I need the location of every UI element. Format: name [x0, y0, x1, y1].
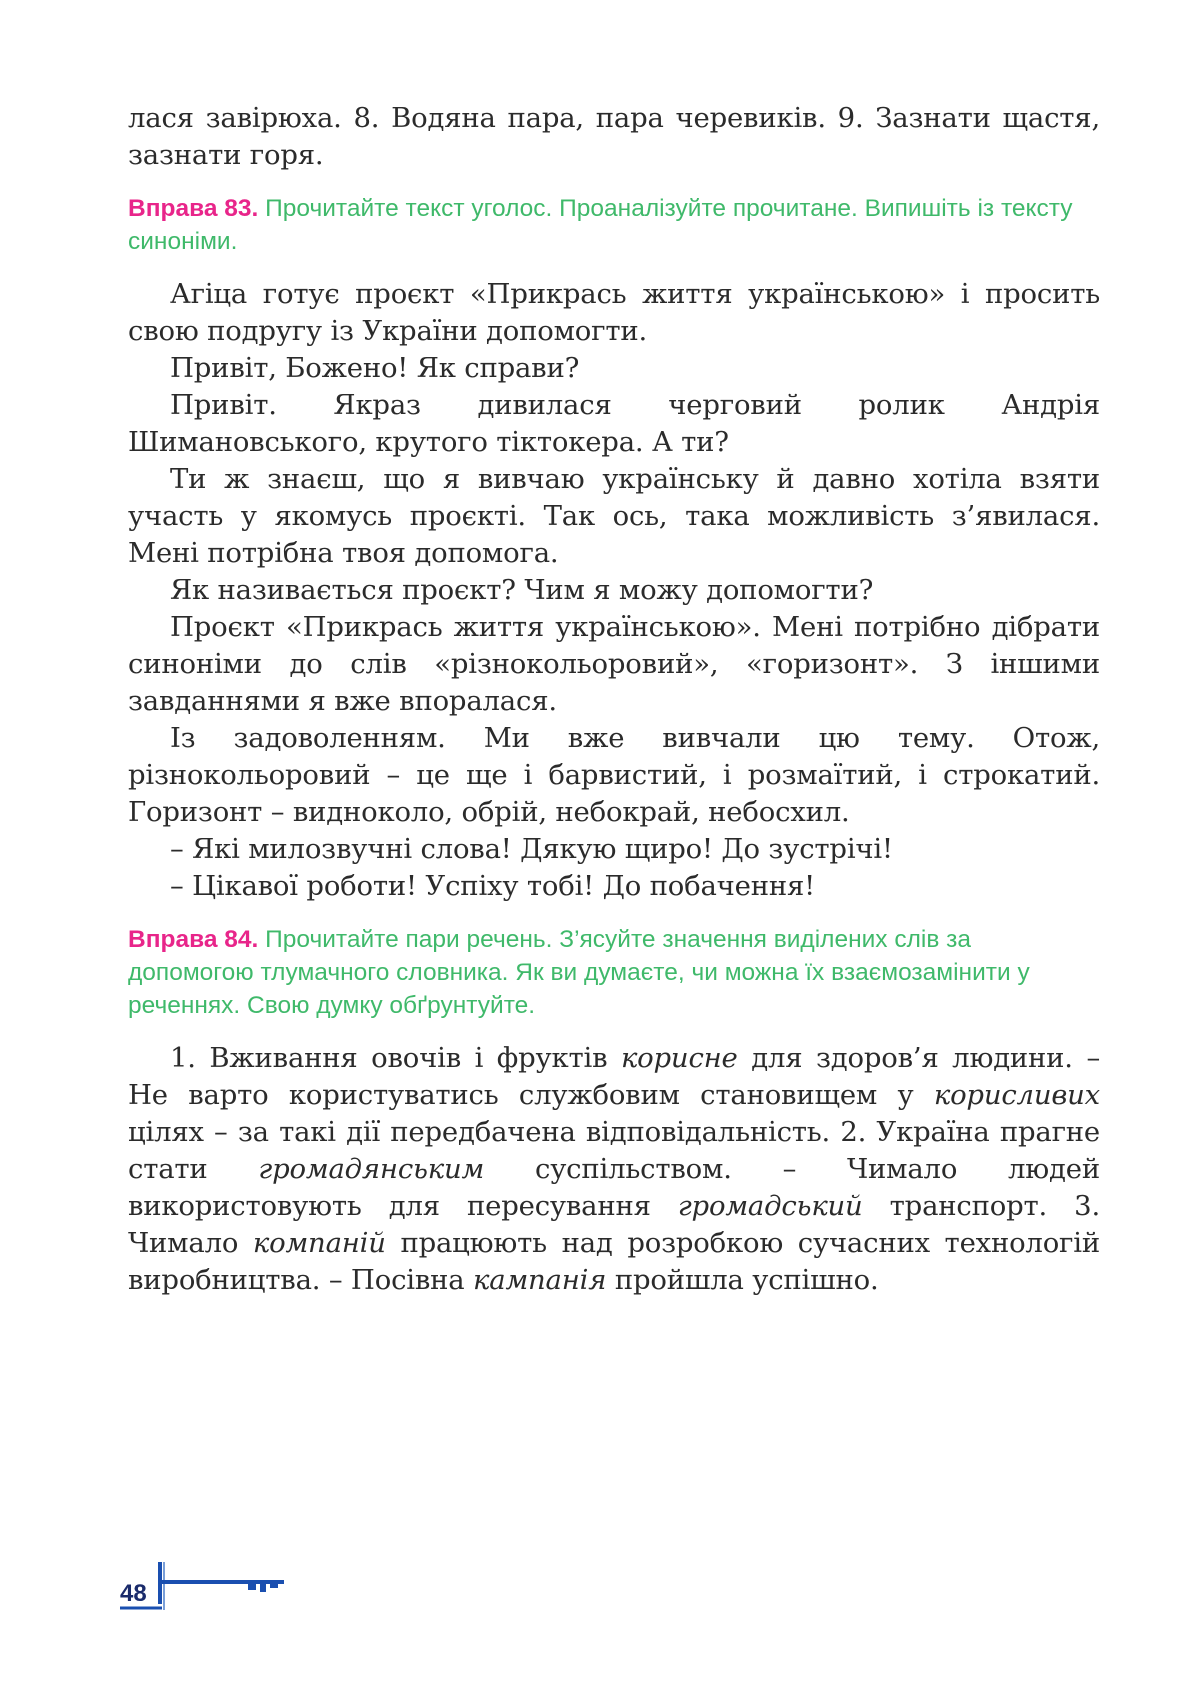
text-paragraph: Із задоволенням. Ми вже вивчали цю тему. Отож, різнокольоровий – це ще і барвистий, і розмаїтий, і строкатий. Горизонт – видноколо, обрій, небокрай, небосхил. [128, 722, 1100, 828]
text-paragraph: Привіт, Божено! Як справи? [170, 352, 580, 384]
continuation-paragraph: лася завірюха. 8. Водяна пара, пара черевиків. 9. Зазнати щастя, зазнати горя. [128, 102, 1100, 171]
exercise-84-number: Вправа 84. [128, 926, 259, 953]
exercise-84-task [128, 923, 1100, 1022]
exercise-84-text [128, 1040, 1100, 1299]
text-paragraph: – Які милозвучні слова! Дякую щиро! До зустрічі! [170, 833, 893, 865]
highlighted-word: громадський [677, 1190, 863, 1222]
text-paragraph: Агіца готує проєкт «Прикрась життя українською» і просить свою подругу із України допомогти. [128, 278, 1100, 347]
text-paragraph: Проєкт «Прикрась життя українською». Мені потрібно дібрати синоніми до слів «різнокольоровий», «горизонт». З іншими завданнями я вже впоралася. [128, 611, 1100, 717]
page-number: 48 [120, 1580, 147, 1607]
text-fragment: транспорт. 3. Чимало [128, 1190, 1100, 1259]
highlighted-word: корисливих [933, 1079, 1100, 1111]
text-paragraph: Привіт. Якраз дивилася черговий ролик Андрія Шимановського, крутого тіктокера. А ти? [128, 389, 1100, 458]
text-fragment: 1. Вживання овочів і фруктів [170, 1042, 621, 1074]
text-paragraph: Як називається проєкт? Чим я можу допомогти? [170, 574, 874, 606]
exercise-83-number: Вправа 83. [128, 195, 259, 222]
text-paragraph: – Цікавої роботи! Успіху тобі! До побачення! [170, 870, 815, 902]
text-fragment: працюють над розробкою сучасних технологій виробництва. – Посівна [128, 1227, 1100, 1296]
text-fragment: пройшла успішно. [606, 1264, 879, 1296]
highlighted-word: громадянським [258, 1153, 485, 1185]
highlighted-word: кампанія [473, 1264, 607, 1296]
exercise-84-instruction: Прочитайте пари речень. З’ясуйте значення виділених слів за допомогою тлумачного словника. Як ви думаєте, чи можна їх взаємозамінити у реченнях. Свою думку обґрунтуйте. [128, 926, 1030, 1019]
text-fragment: суспільством. – Чимало людей використовують для пересування [128, 1153, 1100, 1222]
highlighted-word: корисне [620, 1042, 738, 1074]
page-footer [120, 1560, 290, 1620]
text-fragment: для здоров’я людини. – Не варто користуватись службовим становищем у [128, 1042, 1100, 1111]
text-paragraph: Ти ж знаєш, що я вивчаю українську й давно хотіла взяти участь у якомусь проєкті. Так ось, така можливість з’явилася. Мені потрібна твоя допомога. [128, 463, 1100, 569]
exercise-83-task [128, 192, 1100, 258]
exercise-83-instruction: Прочитайте текст уголос. Проаналізуйте прочитане. Випишіть із тексту синоніми. [128, 195, 1073, 255]
highlighted-word: компаній [252, 1227, 386, 1259]
page-content [128, 100, 1100, 1299]
text-fragment: цілях – за такі дії передбачена відповідальність. 2. Україна прагне стати [128, 1116, 1100, 1185]
exercise-83-text [128, 276, 1100, 905]
